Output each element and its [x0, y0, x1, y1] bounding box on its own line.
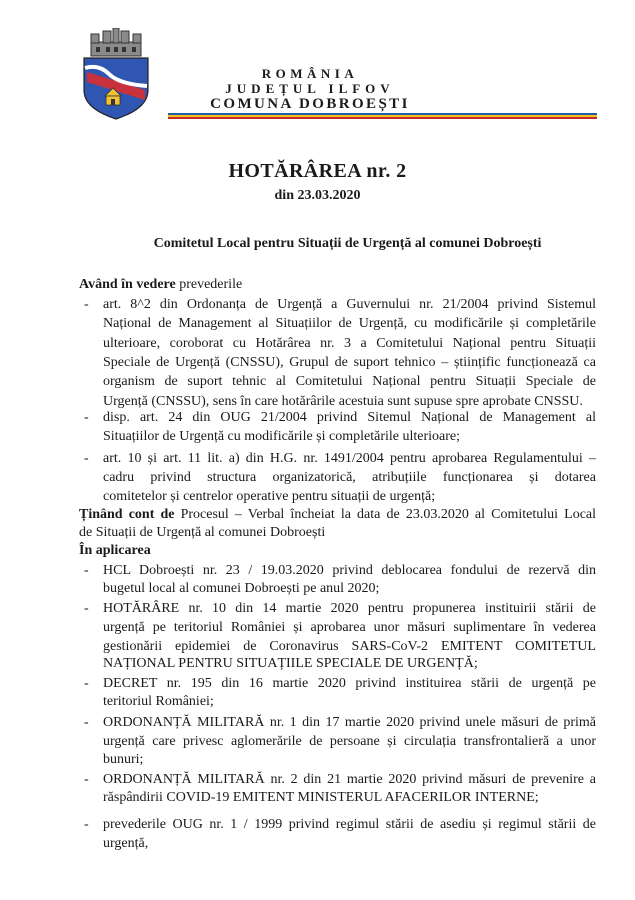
intro-heading: [79, 276, 242, 293]
list-item-line: gestionării epidemiei de Coronavirus SARS-CoV-2 EMITENT COMITETUL: [103, 639, 596, 654]
bullet-dash: -: [84, 451, 89, 466]
bullet-dash: -: [84, 715, 89, 730]
header-country: ROMÂNIA: [261, 66, 359, 81]
header-county: JUDEȚUL ILFOV: [225, 81, 395, 96]
tinand-cont-line-2: de Situații de Urgență al comunei Dobroești: [79, 525, 326, 540]
list-item-line: NAȚIONAL PENTRU SITUAȚIILE SPECIALE DE URGENȚĂ;: [103, 656, 478, 671]
coat-of-arms-icon: [79, 28, 153, 120]
list-item-line: DECRET nr. 195 din 16 martie 2020 privind instituirea stării de urgență pe: [103, 676, 596, 691]
intro-rest: prevederile: [175, 277, 243, 292]
list-item-line: ORDONANȚĂ MILITARĂ nr. 2 din 21 martie 2020 privind măsuri de prevenire a: [103, 772, 596, 787]
tinand-rest: Procesul – Verbal încheiat la data de 23.03.2020 al Comitetului Local: [174, 507, 597, 522]
list-item-line: HOTĂRÂRE nr. 10 din 14 martie 2020 pentru propunerea instituirii stării de: [103, 601, 596, 616]
list-item-line: urgență,: [103, 836, 149, 851]
list-item-line: prevederile OUG nr. 1 / 1999 privind regimul stării de asediu și regimul stării de: [103, 817, 596, 832]
list-item-line: Situațiilor de Urgență cu modificările și completările ulterioare;: [103, 429, 461, 444]
bullet-dash: -: [84, 410, 89, 425]
list-item-line: ulterioare, coroborat cu Hotărârea nr. 3 a Comitetului Național pentru Situații: [103, 336, 596, 351]
list-item-line: urgență pe teritoriul României și aprobarea unor măsuri suplimentare în vederea: [103, 620, 596, 635]
bullet-dash: -: [84, 563, 89, 578]
flag-stripe-red: [168, 117, 597, 119]
list-item-line: Național de Management al Situațiilor de Urgență, cu modificările și completările: [103, 316, 596, 331]
tinand-cont-line: [79, 506, 596, 523]
aplicare-heading: În aplicarea: [79, 543, 151, 558]
bullet-dash: -: [84, 297, 89, 312]
list-item-line: Urgență (CNSSU), sens în care hotărârile acestuia sunt supuse spre aprobate CNSSU.: [103, 394, 583, 409]
document-title: HOTĂRÂREA nr. 2: [228, 160, 407, 182]
list-item-line: art. 8^2 din Ordonanța de Urgență a Guvernului nr. 21/2004 privind Sistemul: [103, 297, 596, 312]
list-item-line: organism de suport tehnic al Comitetului Național pentru Situații Speciale de: [103, 374, 596, 389]
bullet-dash: -: [84, 772, 89, 787]
list-item-line: disp. art. 24 din OUG 21/2004 privind Sitemul Național de Management al: [103, 410, 596, 425]
committee-name: Comitetul Local pentru Situații de Urgență al comunei Dobroești: [153, 236, 542, 251]
list-item-line: comitetelor și centrelor operative pentru situații de urgență;: [103, 489, 436, 504]
document-date: din 23.03.2020: [274, 188, 361, 203]
list-item-line: bugetul local al comunei Dobroești pe anul 2020;: [103, 581, 380, 596]
header-commune: COMUNA DOBROEȘTI: [210, 96, 410, 112]
list-item-line: cadru privind structura organizatorică, atribuțiile funcționarea și dotarea: [103, 470, 596, 485]
list-item-line: bunuri;: [103, 752, 144, 767]
list-item-line: răspândirii COVID-19 EMITENT MINISTERUL AFACERILOR INTERNE;: [103, 790, 539, 805]
bullet-dash: -: [84, 601, 89, 616]
tinand-bold: Ținând cont de: [79, 507, 175, 522]
list-item-line: ORDONANȚĂ MILITARĂ nr. 1 din 17 martie 2020 privind unele măsuri de primă: [103, 715, 596, 730]
list-item-line: Speciale de Urgență (CNSSU), Grupul de suport tehnico – științific funcționează ca: [103, 355, 596, 370]
bullet-dash: -: [84, 676, 89, 691]
list-item-line: urgență care privesc aglomerările de persoane și circulația transfrontalieră a unor: [103, 734, 596, 749]
bullet-dash: -: [84, 817, 89, 832]
list-item-line: HCL Dobroești nr. 23 / 19.03.2020 privind deblocarea fondului de rezervă din: [103, 563, 596, 578]
intro-bold: Având în vedere: [79, 277, 176, 292]
list-item-line: art. 10 și art. 11 lit. a) din H.G. nr. 1491/2004 pentru aprobarea Regulamentului –: [103, 451, 596, 466]
list-item-line: teritoriul României;: [103, 694, 214, 709]
